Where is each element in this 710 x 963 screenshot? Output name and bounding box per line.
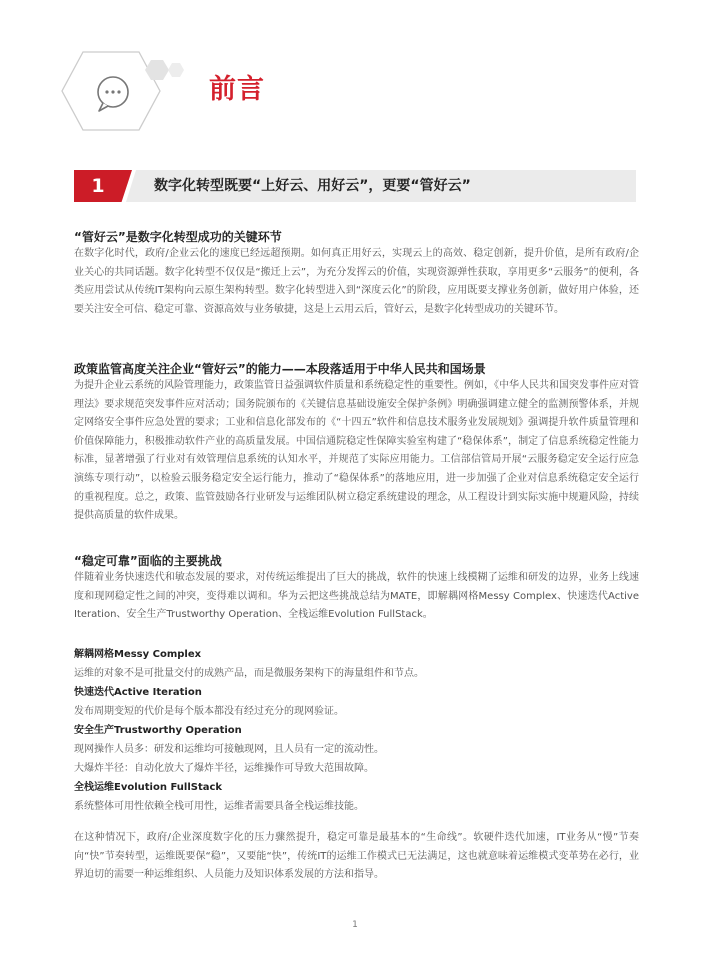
paragraph-challenges: 伴随着业务快速迭代和敏态发展的要求，对传统运维提出了巨大的挑战，软件的快速上线模糊了运维和研发的边界，业务上线速度和现网稳定性之间的冲突，变得难以调和。华为云把这些挑战总结为MATE，即解耦网格Messy Complex、快速迭代Active Iteration、安全生产Trustworthy Operation、全栈运维Evolution FullStack。	[74, 572, 639, 621]
paragraph-conclusion: 在这种情况下，政府/企业深度数字化的压力骤然提升，稳定可靠是最基本的“生命线”。软硬件迭代加速，IT业务从“慢”节奏向“快”节奏转型，运维既要保“稳”，又要能“快”，传统IT的运维工作模式已无法满足，这也就意味着运维模式变革势在必行，业界迫切的需要一种运维组织、人员能力及知识体系发展的方法和指导。	[74, 832, 639, 881]
challenge-description: 系统整体可用性依赖全栈可用性，运维者需要具备全栈运维技能。	[74, 801, 364, 812]
large-hexagon-outline	[62, 52, 160, 130]
paragraph-manage-cloud: 在数字化时代，政府/企业云化的速度已经远超预期。如何真正用好云，实现云上的高效、稳定创新，提升价值，是所有政府/企业关心的共同话题。数字化转型不仅仅是“搬迁上云”，为充分发挥云的价值，实现资源弹性获取，享用更多“云服务”的便利，各类应用尝试从传统IT架构向云原生架构转型。数字化转型进入到“深度云化”的阶段，应用既要支撑业务创新，做好用户体验，还要关注安全可信、稳定可靠、资源高效与业务敏捷，这是上云用云后，管好云，是数字化转型成功的关键环节。	[74, 248, 639, 315]
page-title: 前言	[209, 74, 265, 105]
small-hexagon-gray	[145, 60, 169, 80]
challenge-description: 现网操作人员多：研发和运维均可接触现网，且人员有一定的流动性。	[74, 744, 384, 755]
paragraph-policy-regulation: 为提升企业云系统的风险管理能力，政策监管日益强调软件质量和系统稳定性的重要性。例如，《中华人民共和国突发事件应对管理法》要求规范突发事件应对活动；国务院颁布的《关键信息基础设施安全保护条例》明确强调建立健全的监测预警体系，并规定网络安全事件应急处置的要求；工业和信息化部发布的《“十四五”软件和信息技术服务业发展规划》强调提升软件质量管理和价值保障能力，积极推动软件产业的高质量发展。中国信通院稳定性保障实验室构建了“稳保体系”，制定了信息系统稳定性能力标准，显著增强了行业对有效管理信息系统的认知水平，并规范了实际应用能力。工信部信管局开展“云服务稳定安全运行应急演练专项行动”，以检验云服务稳定安全运行能力，推动了“稳保体系”的落地应用，进一步加强了企业对信息系统稳定安全运行的重视程度。总之，政策、监管鼓励各行业研发与运维团队树立稳定系统建设的理念，从工程设计到实际实施中规避风险，持续提供高质量的软件成果。	[74, 380, 639, 522]
heading-manage-cloud: “管好云”是数字化转型成功的关键环节	[74, 230, 282, 244]
section-header-bar	[74, 170, 636, 202]
challenge-title: 全栈运维Evolution FullStack	[74, 782, 223, 793]
challenge-description: 发布周期变短的代价是每个版本都没有经过充分的现网验证。	[74, 706, 344, 717]
heading-challenges: “稳定可靠”面临的主要挑战	[74, 554, 222, 568]
challenge-title: 快速迭代Active Iteration	[74, 687, 202, 698]
challenge-description: 大爆炸半径：自动化放大了爆炸半径，运维操作可导致大范围故障。	[74, 763, 374, 774]
chat-bubble-icon	[98, 77, 128, 111]
challenge-title: 解耦网格Messy Complex	[74, 649, 202, 660]
section-title: 数字化转型既要“上好云、用好云”，更要“管好云”	[154, 178, 471, 194]
hexagon-decoration	[0, 0, 200, 160]
section-number: 1	[91, 175, 105, 197]
challenge-title: 安全生产Trustworthy Operation	[74, 725, 242, 736]
page-number: 1	[352, 920, 358, 930]
challenge-description: 运维的对象不是可批量交付的成熟产品，而是微服务架构下的海量组件和节点。	[74, 668, 424, 679]
heading-policy-regulation: 政策监管高度关注企业“管好云”的能力——本段落适用于中华人民共和国场景	[74, 362, 486, 376]
small-hexagon-light	[168, 63, 184, 77]
